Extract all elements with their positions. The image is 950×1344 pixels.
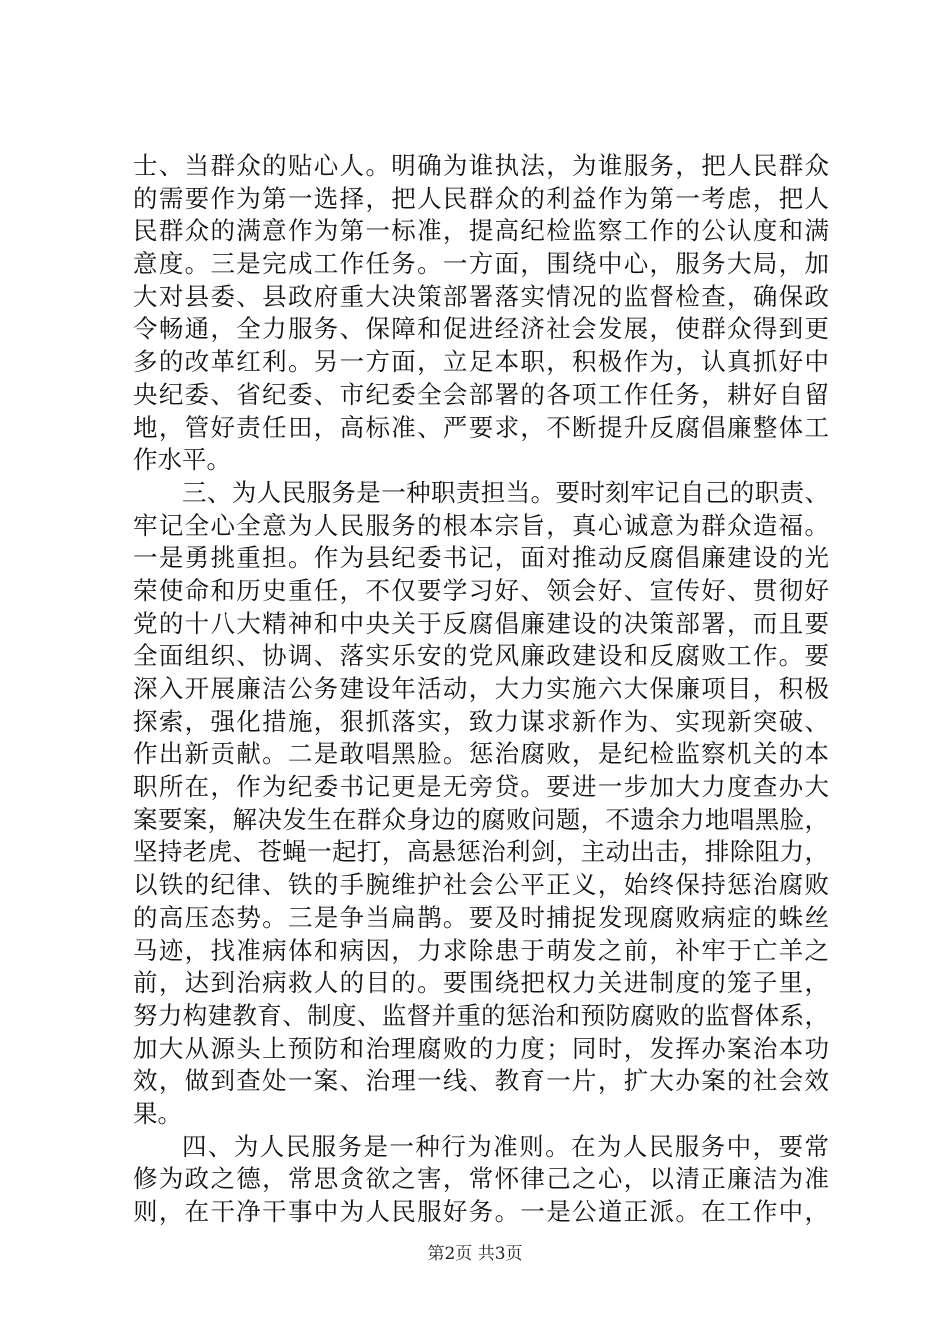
text-line: 则，在干净干事中为人民服好务。一是公道正派。在工作中， — [133, 1197, 829, 1226]
text-line: 牢记全心全意为人民服务的根本宗旨，真心诚意为群众造福。 — [133, 510, 829, 540]
text-line: 四、为人民服务是一种行为准则。在为人民服务中，要常 — [182, 1131, 829, 1161]
text-line: 修为政之德，常思贪欲之害，常怀律己之心，以清正廉洁为准 — [133, 1164, 829, 1194]
text-line: 的高压态势。三是争当扁鹊。要及时捕捉发现腐败病症的蛛丝 — [133, 902, 829, 932]
text-line: 地，管好责任田，高标准、严要求，不断提升反腐倡廉整体工 — [133, 412, 829, 442]
text-line: 职所在，作为纪委书记更是无旁贷。要进一步加大力度查办大 — [133, 772, 829, 802]
body-text — [133, 150, 829, 1229]
text-line: 以铁的纪律、铁的手腕维护社会公平正义，始终保持惩治腐败 — [133, 870, 829, 900]
text-line: 士、当群众的贴心人。明确为谁执法，为谁服务，把人民群众 — [133, 151, 829, 180]
text-line: 三、为人民服务是一种职责担当。要时刻牢记自己的职责、 — [182, 477, 829, 507]
text-line: 多的改革红利。另一方面，立足本职，积极作为，认真抓好中 — [133, 347, 829, 377]
text-line: 央纪委、省纪委、市纪委全会部署的各项工作任务，耕好自留 — [133, 379, 829, 409]
text-line: 果。 — [133, 1098, 182, 1128]
text-line: 民群众的满意作为第一标准，提高纪检监察工作的公认度和满 — [133, 216, 829, 246]
text-line: 努力构建教育、制度、监督并重的惩治和预防腐败的监督体系， — [133, 1000, 829, 1030]
text-line: 作出新贡献。二是敢唱黑脸。惩治腐败，是纪检监察机关的本 — [133, 739, 829, 769]
text-line: 全面组织、协调、落实乐安的党风廉政建设和反腐败工作。要 — [133, 641, 829, 671]
text-line: 加大从源头上预防和治理腐败的力度；同时，发挥办案治本功 — [133, 1033, 829, 1063]
text-line: 坚持老虎、苍蝇一起打，高悬惩治利剑，主动出击，排除阻力， — [133, 837, 829, 867]
text-line: 效，做到查处一案、治理一线、教育一片，扩大办案的社会效 — [133, 1066, 829, 1096]
text-line: 意度。三是完成工作任务。一方面，围绕中心，服务大局，加 — [133, 249, 829, 279]
text-line: 大对县委、县政府重大决策部署落实情况的监督检查，确保政 — [133, 281, 829, 311]
text-line: 案要案，解决发生在群众身边的腐败问题，不遗余力地唱黑脸， — [133, 804, 829, 834]
text-line: 作水平。 — [133, 445, 231, 475]
text-line: 前，达到治病救人的目的。要围绕把权力关进制度的笼子里， — [133, 968, 829, 998]
text-line: 深入开展廉洁公务建设年活动，大力实施六大保廉项目，积极 — [133, 674, 829, 703]
text-line: 党的十八大精神和中央关于反腐倡廉建设的决策部署，而且要 — [133, 608, 829, 638]
page-footer: 第2页 共3页 — [427, 1244, 523, 1264]
text-line: 一是勇挑重担。作为县纪委书记，面对推动反腐倡廉建设的光 — [133, 543, 829, 573]
text-line: 探索，强化措施，狠抓落实，致力谋求新作为、实现新突破、 — [133, 706, 829, 736]
text-line: 荣使命和历史重任，不仅要学习好、领会好、宣传好、贯彻好 — [133, 575, 829, 605]
text-line: 的需要作为第一选择，把人民群众的利益作为第一考虑，把人 — [133, 183, 829, 213]
text-line: 马迹，找准病体和病因，力求除患于萌发之前，补牢于亡羊之 — [133, 935, 829, 965]
text-line: 令畅通，全力服务、保障和促进经济社会发展，使群众得到更 — [133, 314, 829, 344]
